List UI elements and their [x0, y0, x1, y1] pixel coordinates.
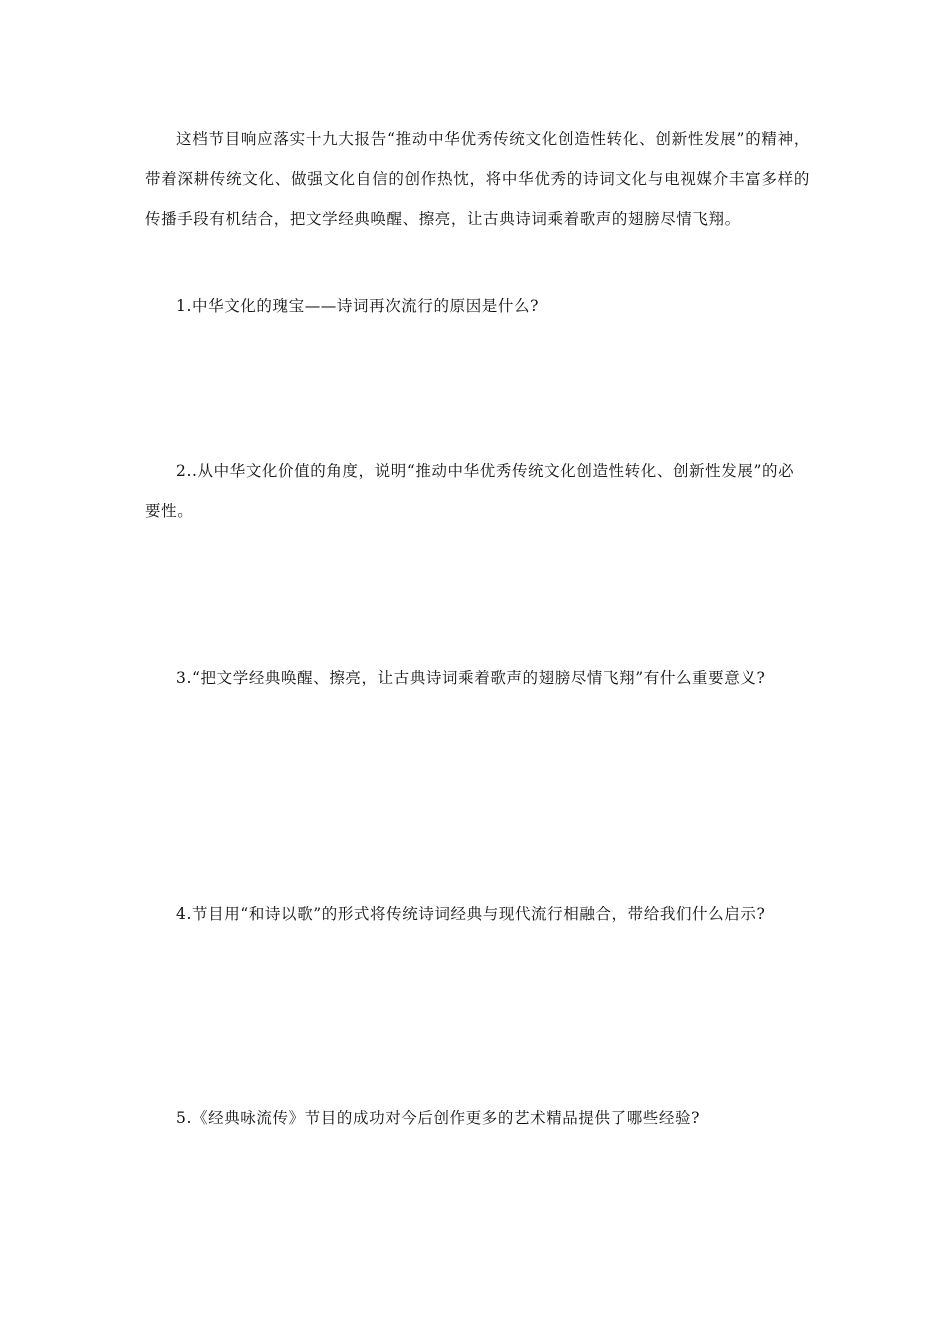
question-1: 1.中华文化的瑰宝——诗词再次流行的原因是什么?	[176, 297, 539, 315]
question-5: 5.《经典咏流传》节目的成功对今后创作更多的艺术精品提供了哪些经验?	[176, 1109, 701, 1127]
intro-paragraph: 这档节目响应落实十九大报告“推动中华优秀传统文化创造性转化、创新性发展”的精神，带着深耕传统文化、做强文化自信的创作热忱，将中华优秀的诗词文化与电视媒介丰富多样的传播手段有机结合，把文学经典唤醒、擦亮，让古典诗词乘着歌声的翅膀尽情飞翔。	[145, 130, 810, 228]
question-3: 3.“把文学经典唤醒、擦亮，让古典诗词乘着歌声的翅膀尽情飞翔”有什么重要意义?	[176, 669, 766, 687]
question-2: 2..从中华文化价值的角度，说明“推动中华优秀传统文化创造性转化、创新性发展”的必要性。	[145, 462, 795, 520]
question-4: 4.节目用“和诗以歌”的形式将传统诗词经典与现代流行相融合，带给我们什么启示?	[176, 905, 766, 923]
